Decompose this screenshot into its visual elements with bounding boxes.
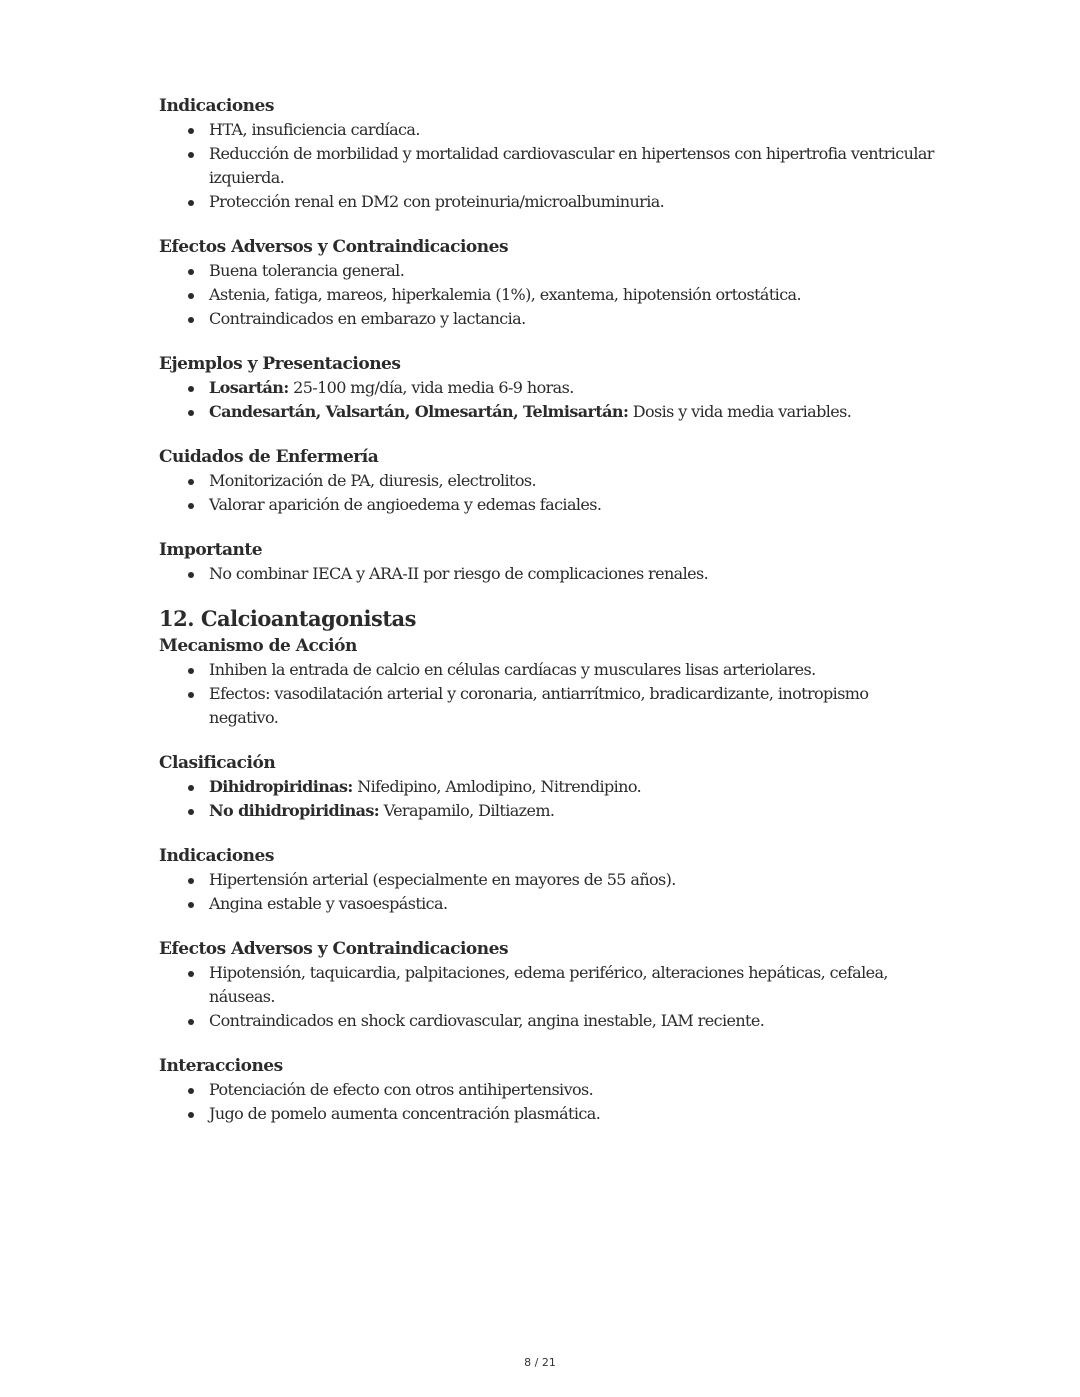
list-item: Buena tolerancia general.: [159, 259, 939, 283]
list-item: No combinar IECA y ARA-II por riesgo de complicaciones renales.: [159, 562, 939, 586]
bullet-list: [159, 868, 939, 916]
section-interacciones: [159, 1054, 939, 1126]
bullet-list: [159, 376, 939, 424]
section-mecanismo: [159, 634, 939, 730]
list-item: Candesartán, Valsartán, Olmesartán, Telmisartán: Dosis y vida media variables.: [159, 400, 939, 424]
list-item: Hipertensión arterial (especialmente en mayores de 55 años).: [159, 868, 939, 892]
document-page: [159, 94, 939, 1147]
list-item: Contraindicados en embarazo y lactancia.: [159, 307, 939, 331]
bullet-list: [159, 562, 939, 586]
bullet-list: [159, 469, 939, 517]
list-item: Valorar aparición de angioedema y edemas faciales.: [159, 493, 939, 517]
section-heading: Clasificación: [159, 753, 276, 773]
chapter-title: 12. Calcioantagonistas: [159, 606, 416, 631]
section-clasificacion: [159, 751, 939, 823]
section-indicaciones-calcio: [159, 844, 939, 916]
section-heading: Ejemplos y Presentaciones: [159, 354, 401, 374]
list-item: Inhiben la entrada de calcio en células cardíacas y musculares lisas arteriolares.: [159, 658, 939, 682]
term-label: Candesartán, Valsartán, Olmesartán, Telmisartán:: [209, 402, 629, 421]
bullet-list: [159, 1078, 939, 1126]
section-cuidados: [159, 445, 939, 517]
list-item: Potenciación de efecto con otros antihipertensivos.: [159, 1078, 939, 1102]
list-item: Efectos: vasodilatación arterial y coronaria, antiarrítmico, bradicardizante, inotropismo negativo.: [159, 682, 939, 730]
page-number: 8 / 21: [524, 1356, 556, 1369]
section-heading: Cuidados de Enfermería: [159, 447, 379, 467]
section-heading: Efectos Adversos y Contraindicaciones: [159, 237, 509, 257]
list-item: Reducción de morbilidad y mortalidad cardiovascular en hipertensos con hipertrofia ventricular izquierda.: [159, 142, 939, 190]
list-item: No dihidropiridinas: Verapamilo, Diltiazem.: [159, 799, 939, 823]
section-heading: Indicaciones: [159, 96, 274, 116]
bullet-list: [159, 961, 939, 1033]
list-item: Astenia, fatiga, mareos, hiperkalemia (1%), exantema, hipotensión ortostática.: [159, 283, 939, 307]
section-heading: Importante: [159, 540, 263, 560]
section-heading: Efectos Adversos y Contraindicaciones: [159, 939, 509, 959]
list-item: Protección renal en DM2 con proteinuria/microalbuminuria.: [159, 190, 939, 214]
section-ejemplos: [159, 352, 939, 424]
list-item: Hipotensión, taquicardia, palpitaciones, edema periférico, alteraciones hepáticas, cefalea, náuseas.: [159, 961, 939, 1009]
section-efectos-calcio: [159, 937, 939, 1033]
list-item: HTA, insuficiencia cardíaca.: [159, 118, 939, 142]
bullet-list: [159, 658, 939, 730]
section-importante: [159, 538, 939, 586]
list-item: Monitorización de PA, diuresis, electrolitos.: [159, 469, 939, 493]
list-item: Losartán: 25-100 mg/día, vida media 6-9 horas.: [159, 376, 939, 400]
section-heading: Mecanismo de Acción: [159, 636, 357, 656]
list-item: Dihidropiridinas: Nifedipino, Amlodipino, Nitrendipino.: [159, 775, 939, 799]
term-label: Losartán:: [209, 378, 289, 397]
list-item: Contraindicados en shock cardiovascular, angina inestable, IAM reciente.: [159, 1009, 939, 1033]
term-label: No dihidropiridinas:: [209, 801, 380, 820]
list-item: Jugo de pomelo aumenta concentración plasmática.: [159, 1102, 939, 1126]
bullet-list: [159, 775, 939, 823]
section-efectos-adversos: [159, 235, 939, 331]
list-item: Angina estable y vasoespástica.: [159, 892, 939, 916]
bullet-list: [159, 118, 939, 214]
section-heading: Interacciones: [159, 1056, 283, 1076]
bullet-list: [159, 259, 939, 331]
term-label: Dihidropiridinas:: [209, 777, 353, 796]
section-indicaciones: [159, 94, 939, 214]
section-heading: Indicaciones: [159, 846, 274, 866]
